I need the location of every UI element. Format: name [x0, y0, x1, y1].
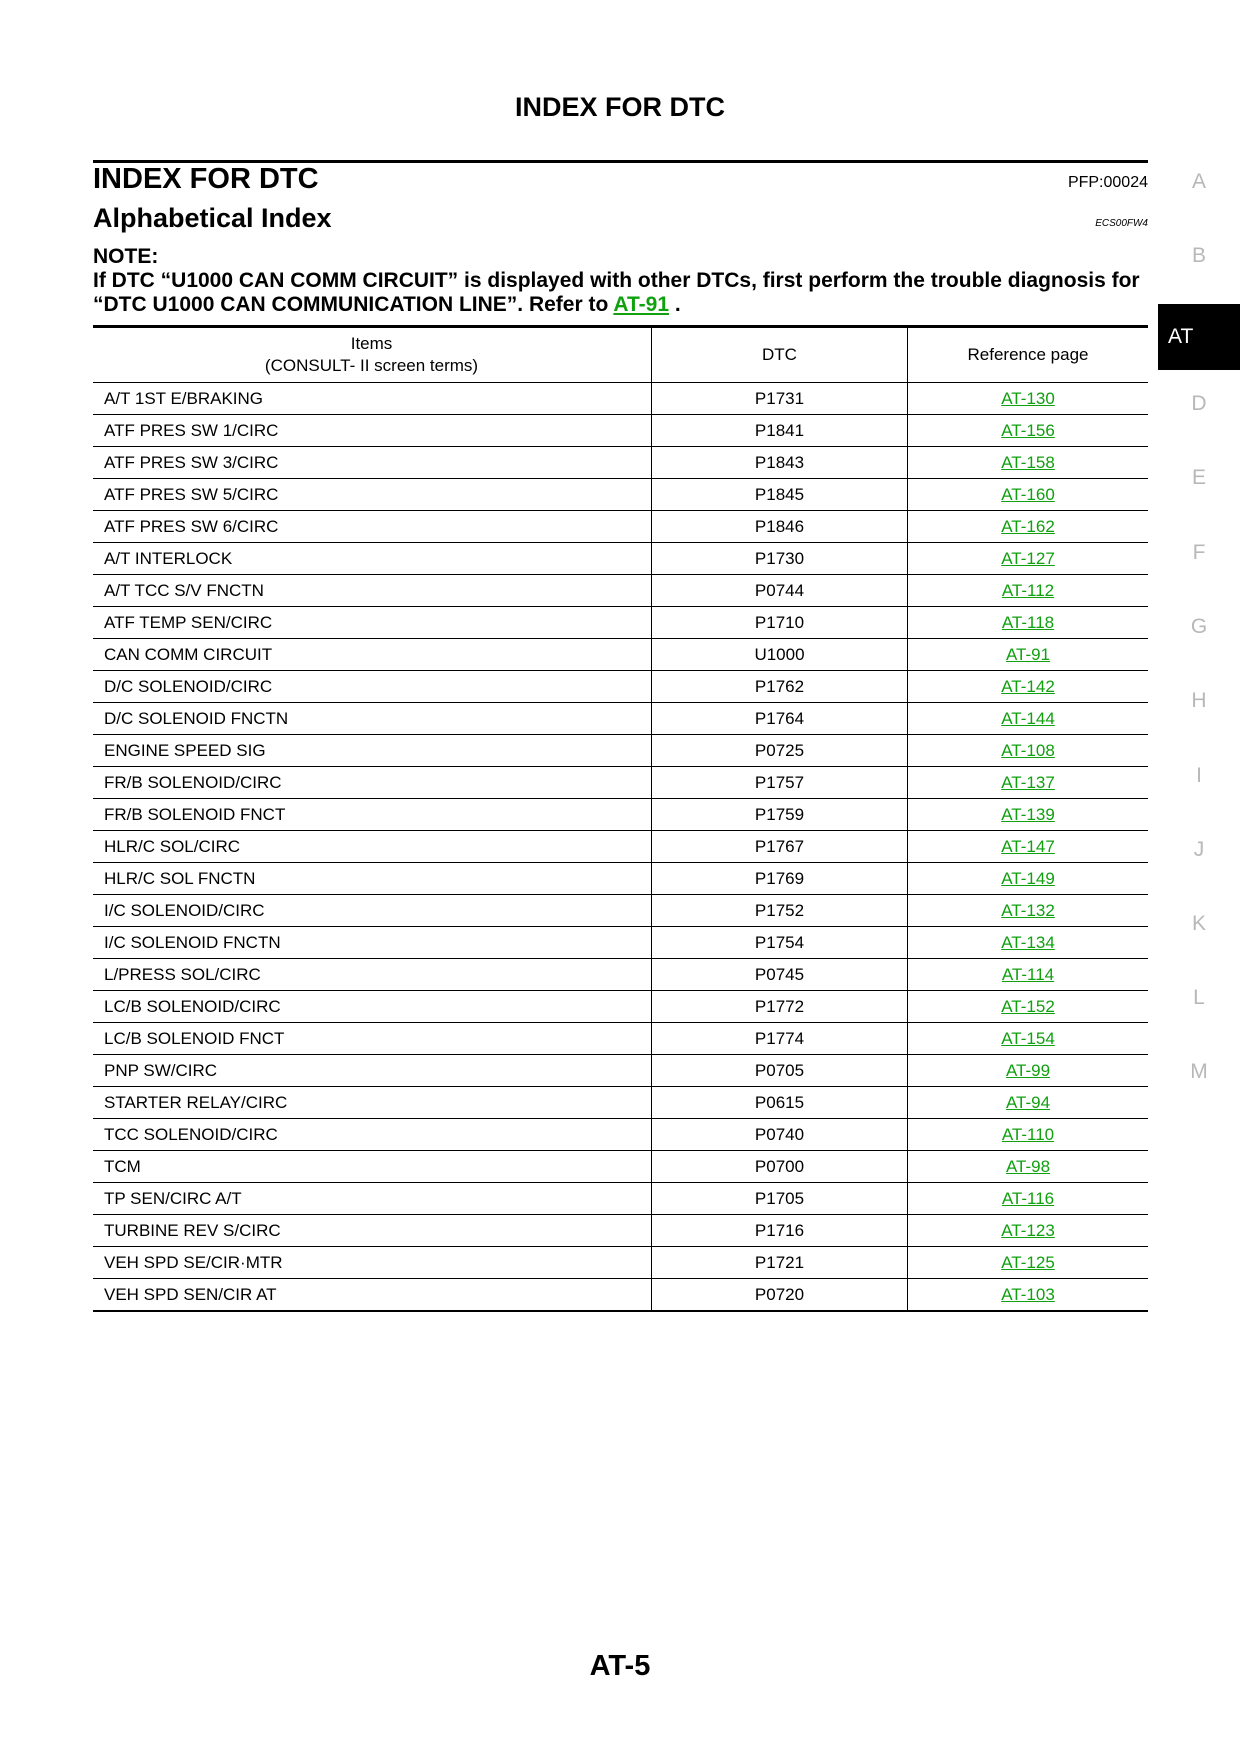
row-reference-cell [908, 1183, 1149, 1215]
reference-page-link[interactable]: AT-154 [1001, 1028, 1055, 1048]
section-tab-d[interactable]: D [1191, 392, 1207, 415]
row-reference-cell [908, 543, 1149, 575]
reference-page-link[interactable]: AT-112 [1001, 580, 1055, 600]
reference-page-link[interactable]: AT-132 [1001, 900, 1055, 920]
row-reference-cell [908, 1087, 1149, 1119]
page-number: AT-5 [589, 1650, 651, 1682]
row-dtc-code: U1000 [652, 639, 908, 671]
row-dtc-code: P1730 [652, 543, 908, 575]
table-row [93, 639, 1148, 671]
reference-page-link[interactable]: AT-158 [1001, 452, 1055, 472]
row-item-name: CAN COMM CIRCUIT [93, 639, 652, 671]
row-dtc-code: P1772 [652, 991, 908, 1023]
row-dtc-code: P0744 [652, 575, 908, 607]
table-row [93, 959, 1148, 991]
row-reference-cell [908, 447, 1149, 479]
section-tab-g[interactable]: G [1190, 615, 1208, 638]
table-row [93, 1023, 1148, 1055]
row-reference-cell [908, 1279, 1149, 1312]
row-reference-cell [908, 895, 1149, 927]
table-row [93, 703, 1148, 735]
row-reference-cell [908, 607, 1149, 639]
row-dtc-code: P0725 [652, 735, 908, 767]
reference-page-link[interactable]: AT-103 [1001, 1284, 1055, 1304]
row-reference-cell [908, 959, 1149, 991]
row-dtc-code: P1769 [652, 863, 908, 895]
row-item-name: ENGINE SPEED SIG [93, 735, 652, 767]
section-tab-h[interactable]: H [1191, 689, 1207, 712]
row-item-name: LC/B SOLENOID FNCT [93, 1023, 652, 1055]
table-row [93, 767, 1148, 799]
row-reference-cell [908, 575, 1149, 607]
reference-page-link[interactable]: AT-137 [1001, 772, 1055, 792]
row-item-name: ATF PRES SW 5/CIRC [93, 479, 652, 511]
reference-page-link[interactable]: AT-142 [1001, 676, 1055, 696]
row-item-name: ATF TEMP SEN/CIRC [93, 607, 652, 639]
row-reference-cell [908, 479, 1149, 511]
row-item-name: VEH SPD SE/CIR·MTR [93, 1247, 652, 1279]
reference-page-link[interactable]: AT-99 [1005, 1060, 1051, 1080]
table-row [93, 831, 1148, 863]
reference-page-link[interactable]: AT-147 [1001, 836, 1055, 856]
row-item-name: STARTER RELAY/CIRC [93, 1087, 652, 1119]
row-dtc-code: P1705 [652, 1183, 908, 1215]
row-reference-cell [908, 1055, 1149, 1087]
reference-page-link[interactable]: AT-114 [1001, 964, 1055, 984]
section-title: INDEX FOR DTC [93, 163, 319, 195]
reference-page-link[interactable]: AT-94 [1005, 1092, 1051, 1112]
row-reference-cell [908, 1151, 1149, 1183]
section-tab-i[interactable]: I [1196, 764, 1202, 787]
row-item-name: HLR/C SOL FNCTN [93, 863, 652, 895]
reference-page-link[interactable]: AT-152 [1001, 996, 1055, 1016]
row-reference-cell [908, 799, 1149, 831]
section-tab-k[interactable]: K [1191, 912, 1206, 935]
row-item-name: D/C SOLENOID/CIRC [93, 671, 652, 703]
subsection-title: Alphabetical Index [93, 203, 332, 233]
section-tab-e[interactable]: E [1191, 466, 1206, 489]
row-item-name: I/C SOLENOID FNCTN [93, 927, 652, 959]
row-item-name: FR/B SOLENOID FNCT [93, 799, 652, 831]
row-dtc-code: P1754 [652, 927, 908, 959]
note-reference-link[interactable]: AT-91 [613, 293, 670, 316]
section-tab-a[interactable]: A [1191, 170, 1206, 193]
reference-page-link[interactable]: AT-156 [1001, 420, 1055, 440]
note-label: NOTE: [93, 245, 159, 268]
row-reference-cell [908, 639, 1149, 671]
row-item-name: A/T TCC S/V FNCTN [93, 575, 652, 607]
row-dtc-code: P1841 [652, 415, 908, 447]
section-tab-b[interactable]: B [1191, 244, 1206, 267]
note-block [93, 245, 1148, 317]
row-dtc-code: P1767 [652, 831, 908, 863]
section-tab-l[interactable]: L [1193, 986, 1205, 1009]
row-dtc-code: P0720 [652, 1279, 908, 1312]
row-dtc-code: P1759 [652, 799, 908, 831]
row-item-name: HLR/C SOL/CIRC [93, 831, 652, 863]
note-text: If DTC “U1000 CAN COMM CIRCUIT” is displayed with other DTCs, first perform the trouble diagnosis for “DTC U1000 CAN COMMUNICATION LINE”. Refer to [93, 269, 1140, 316]
section-tab-m[interactable]: M [1190, 1060, 1208, 1083]
row-item-name: ATF PRES SW 1/CIRC [93, 415, 652, 447]
table-row [93, 1279, 1148, 1312]
row-reference-cell [908, 1215, 1149, 1247]
row-item-name: D/C SOLENOID FNCTN [93, 703, 652, 735]
row-dtc-code: P1731 [652, 383, 908, 415]
table-row [93, 991, 1148, 1023]
reference-page-link[interactable]: AT-98 [1005, 1156, 1051, 1176]
table-row [93, 799, 1148, 831]
table-row [93, 863, 1148, 895]
header-items-line1: Items [350, 334, 393, 353]
row-reference-cell [908, 735, 1149, 767]
reference-page-link[interactable]: AT-134 [1001, 932, 1055, 952]
row-dtc-code: P1721 [652, 1247, 908, 1279]
header-reference-page: Reference page [908, 327, 1149, 383]
row-reference-cell [908, 1247, 1149, 1279]
row-dtc-code: P0740 [652, 1119, 908, 1151]
row-dtc-code: P1843 [652, 447, 908, 479]
table-row [93, 383, 1148, 415]
table-row [93, 1087, 1148, 1119]
table-row [93, 1151, 1148, 1183]
row-reference-cell [908, 1119, 1149, 1151]
table-row [93, 927, 1148, 959]
table-body [93, 383, 1148, 1312]
row-item-name: TP SEN/CIRC A/T [93, 1183, 652, 1215]
row-dtc-code: P1846 [652, 511, 908, 543]
reference-page-link[interactable]: AT-116 [1001, 1188, 1055, 1208]
row-dtc-code: P1716 [652, 1215, 908, 1247]
reference-page-link[interactable]: AT-91 [1005, 644, 1051, 664]
row-reference-cell [908, 863, 1149, 895]
reference-page-link[interactable]: AT-139 [1001, 804, 1055, 824]
table-row [93, 1119, 1148, 1151]
row-reference-cell [908, 767, 1149, 799]
reference-page-link[interactable]: AT-118 [1001, 612, 1055, 632]
row-dtc-code: P0615 [652, 1087, 908, 1119]
row-reference-cell [908, 703, 1149, 735]
reference-page-link[interactable]: AT-160 [1001, 484, 1055, 504]
row-item-name: L/PRESS SOL/CIRC [93, 959, 652, 991]
table-row [93, 543, 1148, 575]
table-row [93, 1183, 1148, 1215]
table-row [93, 447, 1148, 479]
row-item-name: TCM [93, 1151, 652, 1183]
table-row [93, 479, 1148, 511]
row-dtc-code: P0705 [652, 1055, 908, 1087]
row-item-name: TCC SOLENOID/CIRC [93, 1119, 652, 1151]
reference-page-link[interactable]: AT-130 [1001, 388, 1055, 408]
row-item-name: I/C SOLENOID/CIRC [93, 895, 652, 927]
page-header-title: INDEX FOR DTC [514, 92, 725, 122]
table-row [93, 1215, 1148, 1247]
row-dtc-code: P1752 [652, 895, 908, 927]
row-reference-cell [908, 1023, 1149, 1055]
dtc-index-table [93, 325, 1148, 1312]
pfp-code: PFP:00024 [1067, 174, 1148, 191]
row-item-name: PNP SW/CIRC [93, 1055, 652, 1087]
row-item-name: LC/B SOLENOID/CIRC [93, 991, 652, 1023]
row-item-name: ATF PRES SW 6/CIRC [93, 511, 652, 543]
table-row [93, 607, 1148, 639]
table-row [93, 415, 1148, 447]
row-item-name: TURBINE REV S/CIRC [93, 1215, 652, 1247]
row-dtc-code: P0700 [652, 1151, 908, 1183]
table-row [93, 671, 1148, 703]
row-item-name: VEH SPD SEN/CIR AT [93, 1279, 652, 1312]
table-row [93, 895, 1148, 927]
table-row [93, 575, 1148, 607]
table-row [93, 735, 1148, 767]
row-dtc-code: P1845 [652, 479, 908, 511]
reference-page-link[interactable]: AT-162 [1001, 516, 1055, 536]
header-dtc: DTC [652, 327, 908, 383]
row-item-name: FR/B SOLENOID/CIRC [93, 767, 652, 799]
row-dtc-code: P0745 [652, 959, 908, 991]
reference-page-link[interactable]: AT-110 [1001, 1124, 1055, 1144]
row-item-name: A/T 1ST E/BRAKING [93, 383, 652, 415]
reference-page-link[interactable]: AT-149 [1001, 868, 1055, 888]
table-row [93, 1247, 1148, 1279]
section-tab-f[interactable]: F [1192, 541, 1206, 564]
reference-page-link[interactable]: AT-144 [1001, 708, 1055, 728]
row-dtc-code: P1774 [652, 1023, 908, 1055]
header-items [93, 327, 652, 383]
section-code: ECS00FW4 [1095, 218, 1148, 229]
row-item-name: ATF PRES SW 3/CIRC [93, 447, 652, 479]
row-item-name: A/T INTERLOCK [93, 543, 652, 575]
table-row [93, 1055, 1148, 1087]
table-row [93, 511, 1148, 543]
reference-page-link[interactable]: AT-123 [1001, 1220, 1055, 1240]
row-reference-cell [908, 831, 1149, 863]
section-tab-j[interactable]: J [1193, 838, 1205, 861]
row-dtc-code: P1710 [652, 607, 908, 639]
reference-page-link[interactable]: AT-108 [1001, 740, 1055, 760]
row-reference-cell [908, 415, 1149, 447]
row-reference-cell [908, 671, 1149, 703]
reference-page-link[interactable]: AT-125 [1001, 1252, 1055, 1272]
row-dtc-code: P1757 [652, 767, 908, 799]
note-end: . [674, 293, 681, 316]
row-reference-cell [908, 511, 1149, 543]
row-reference-cell [908, 383, 1149, 415]
row-reference-cell [908, 927, 1149, 959]
section-tab-at[interactable]: AT [1158, 304, 1240, 370]
header-items-line2: (CONSULT- II screen terms) [264, 356, 479, 375]
reference-page-link[interactable]: AT-127 [1001, 548, 1055, 568]
row-reference-cell [908, 991, 1149, 1023]
row-dtc-code: P1762 [652, 671, 908, 703]
row-dtc-code: P1764 [652, 703, 908, 735]
table-header-row [93, 327, 1148, 383]
